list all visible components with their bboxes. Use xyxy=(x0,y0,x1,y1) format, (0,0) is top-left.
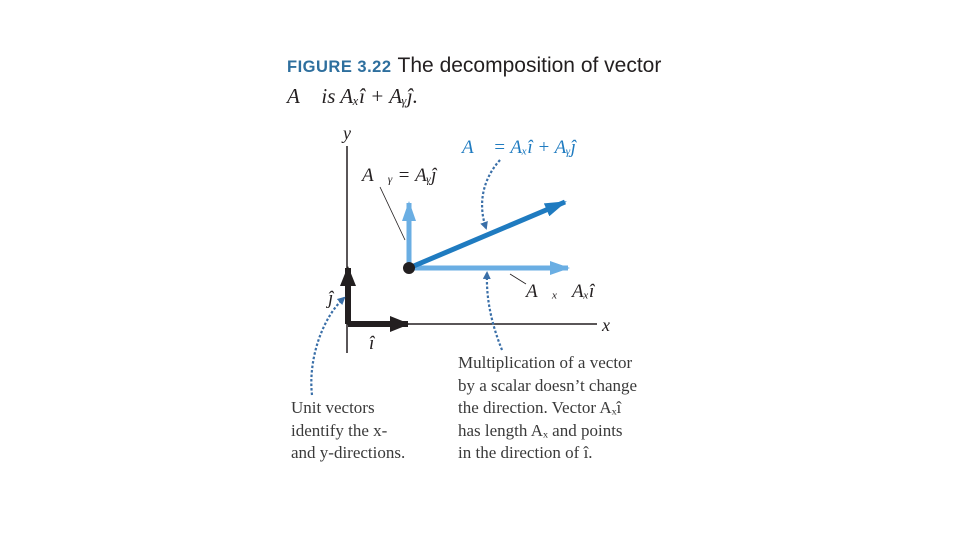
unit-vector-note xyxy=(291,397,405,465)
x-axis-label: x xyxy=(602,315,610,335)
component-y-label: A⃗ᵧ = Aᵧĵ xyxy=(362,165,437,186)
scalar-note-pointer xyxy=(487,273,502,350)
vector-a-label: A⃗ = Aₓî + Aᵧĵ xyxy=(462,137,576,158)
unit-note-line: and y-directions. xyxy=(291,443,406,462)
scalar-note xyxy=(458,352,637,465)
vector-a xyxy=(409,202,565,268)
scalar-note-line: the direction. Vector Aₓî xyxy=(458,398,622,417)
figure-number: FIGURE 3.22 xyxy=(287,58,392,76)
caption-title: The decomposition of vector xyxy=(397,54,662,77)
unit-note-line: Unit vectors xyxy=(291,398,375,417)
y-axis-label: y xyxy=(343,123,351,143)
origin-dot xyxy=(403,262,415,274)
caption-formula: A⃗ is Aₓî + Aᵧĵ. xyxy=(287,84,418,108)
component-y-leader xyxy=(380,187,405,240)
component-x-leader xyxy=(510,274,526,284)
component-x-vec-label: A⃗ₓ xyxy=(526,281,558,302)
vector-a-pointer xyxy=(482,160,500,228)
component-x-val-label: Aₓî xyxy=(572,281,595,302)
scalar-note-line: has length Aₓ and points xyxy=(458,420,623,440)
unit-note-line: identify the x- xyxy=(291,420,388,440)
scalar-note-line: Multiplication of a vector xyxy=(458,353,633,372)
scalar-note-line: by a scalar doesn’t change xyxy=(458,375,638,395)
unit-note-pointer xyxy=(311,298,344,395)
unit-i-label: î xyxy=(369,333,375,354)
scalar-note-line: in the direction of î. xyxy=(458,443,593,462)
unit-j-label: ĵ xyxy=(328,288,334,309)
